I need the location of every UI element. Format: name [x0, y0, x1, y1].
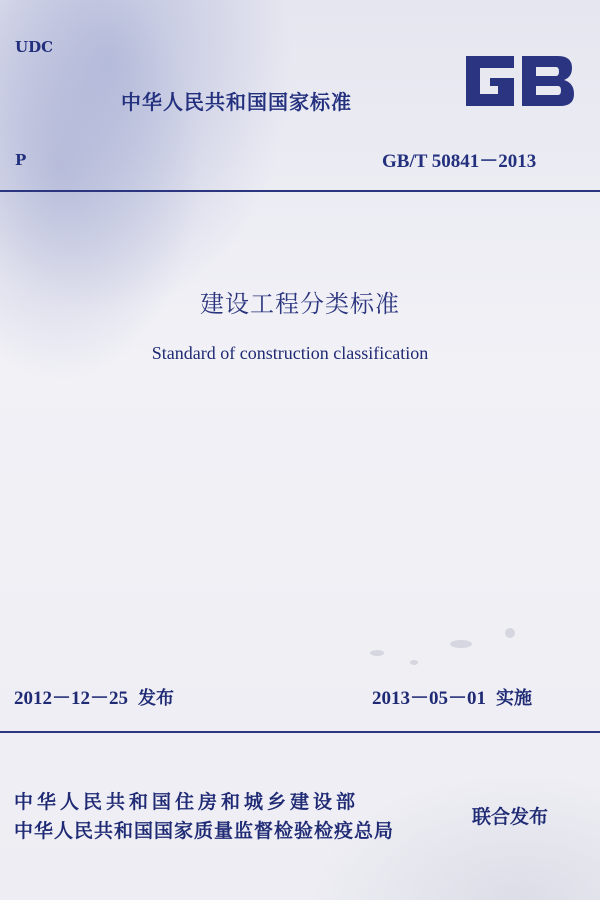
- issue-date: 2012－12－25: [14, 688, 129, 709]
- print-speck: [505, 628, 515, 638]
- category-code: P: [15, 151, 27, 169]
- implementation-date: 2013－05－01: [372, 688, 487, 709]
- gb-logo-b-shape: [522, 56, 574, 106]
- issue-label: 发布: [138, 688, 175, 709]
- issuer-quality-supervision: 中华人民共和国国家质量监督检验检疫总局: [14, 820, 395, 842]
- standard-number: GB/T 50841－2013: [382, 151, 537, 172]
- bottom-divider: [0, 731, 600, 733]
- print-speck: [370, 650, 384, 656]
- title-chinese: 建设工程分类标准: [200, 290, 400, 318]
- gb-logo-g-shape: [466, 56, 514, 106]
- udc-label: UDC: [15, 38, 54, 56]
- print-speck: [410, 660, 418, 665]
- issuer-ministry-housing: 中华人民共和国住房和城乡建设部: [14, 791, 360, 813]
- national-standard-heading: 中华人民共和国国家标准: [121, 90, 352, 114]
- title-english: Standard of construction classification: [151, 343, 429, 363]
- top-divider: [0, 190, 600, 192]
- issue-date-line: [14, 683, 174, 710]
- gb-logo-icon: [460, 50, 578, 112]
- implementation-date-line: [372, 683, 532, 710]
- joint-issue-label: 联合发布: [472, 806, 549, 828]
- implementation-label: 实施: [496, 688, 533, 709]
- print-speck: [450, 640, 472, 648]
